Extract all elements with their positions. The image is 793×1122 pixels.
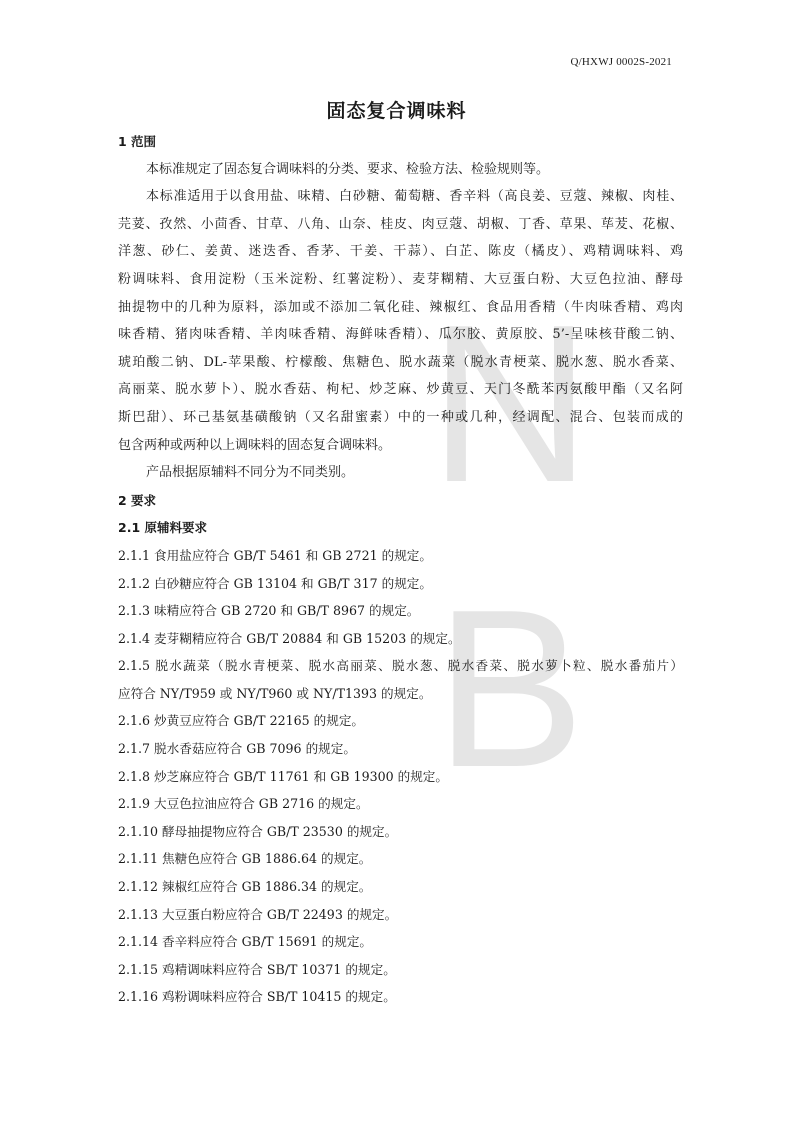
paragraph-line: 抽提物中的几种为原料，添加或不添加二氧化硅、辣椒红、食品用香精（牛肉味香精、鸡肉 bbox=[118, 299, 683, 315]
requirement-item: 2.1.9 大豆色拉油应符合 GB 2716 的规定。 bbox=[118, 796, 369, 812]
requirement-item: 2.1.16 鸡粉调味料应符合 SB/T 10415 的规定。 bbox=[118, 989, 396, 1005]
section-heading-scope: 1 范围 bbox=[118, 134, 157, 149]
requirement-item: 2.1.2 白砂糖应符合 GB 13104 和 GB/T 317 的规定。 bbox=[118, 575, 432, 591]
requirement-item: 2.1.1 食用盐应符合 GB/T 5461 和 GB 2721 的规定。 bbox=[118, 547, 432, 563]
paragraph-line: 洋葱、砂仁、姜黄、迷迭香、香茅、干姜、干蒜）、白芷、陈皮（橘皮）、鸡精调味料、鸡 bbox=[118, 244, 683, 260]
paragraph-line: 斯巴甜）、环己基氨基磺酸钠（又名甜蜜素）中的一种或几种，经调配、混合、包装而成的 bbox=[118, 409, 683, 425]
requirement-item: 2.1.15 鸡精调味料应符合 SB/T 10371 的规定。 bbox=[118, 961, 396, 977]
requirement-item: 2.1.12 辣椒红应符合 GB 1886.34 的规定。 bbox=[118, 879, 372, 895]
paragraph-line: 高丽菜、脱水萝卜）、脱水香菇、枸杞、炒芝麻、炒黄豆、天门冬酰苯丙氨酸甲酯（又名阿 bbox=[118, 382, 683, 398]
paragraph-line: 本标准适用于以食用盐、味精、白砂糖、葡萄糖、香辛料（高良姜、豆蔻、辣椒、肉桂、 bbox=[146, 189, 683, 205]
requirement-item: 2.1.7 脱水香菇应符合 GB 7096 的规定。 bbox=[118, 741, 356, 757]
paragraph-line: 包含两种或两种以上调味料的固态复合调味料。 bbox=[118, 437, 392, 453]
subsection-heading-materials: 2.1 原辅料要求 bbox=[118, 520, 207, 536]
paragraph-line: 芫荽、孜然、小茴香、甘草、八角、山奈、桂皮、肉豆蔻、胡椒、丁香、草果、荜茇、花椒、 bbox=[118, 216, 683, 232]
requirement-item-continuation: 应符合 NY/T959 或 NY/T960 或 NY/T1393 的规定。 bbox=[118, 685, 432, 701]
requirement-item: 2.1.8 炒芝麻应符合 GB/T 11761 和 GB 19300 的规定。 bbox=[118, 768, 448, 784]
paragraph-line: 琥珀酸二钠、DL-苹果酸、柠檬酸、焦糖色、脱水蔬菜（脱水青梗菜、脱水葱、脱水香菜、 bbox=[118, 354, 683, 370]
requirement-item: 2.1.13 大豆蛋白粉应符合 GB/T 22493 的规定。 bbox=[118, 906, 398, 922]
watermark-letter-b: B bbox=[434, 562, 586, 814]
requirement-item: 2.1.3 味精应符合 GB 2720 和 GB/T 8967 的规定。 bbox=[118, 603, 420, 619]
requirement-item: 2.1.6 炒黄豆应符合 GB/T 22165 的规定。 bbox=[118, 713, 365, 729]
paragraph-line: 味香精、猪肉味香精、羊肉味香精、海鲜味香精）、瓜尔胶、黄原胶、5’-呈味核苷酸二钠、 bbox=[118, 327, 683, 343]
paragraph-scope-intro: 本标准规定了固态复合调味料的分类、要求、检验方法、检验规则等。 bbox=[146, 161, 550, 177]
requirement-item: 2.1.10 酵母抽提物应符合 GB/T 23530 的规定。 bbox=[118, 823, 398, 839]
requirement-item: 2.1.4 麦芽糊精应符合 GB/T 20884 和 GB 15203 的规定。 bbox=[118, 630, 461, 646]
requirement-item: 2.1.14 香辛料应符合 GB/T 15691 的规定。 bbox=[118, 934, 373, 950]
document-title: 固态复合调味料 bbox=[326, 100, 467, 122]
section-heading-requirements: 2 要求 bbox=[118, 492, 157, 508]
requirement-item: 2.1.5 脱水蔬菜（脱水青梗菜、脱水高丽菜、脱水葱、脱水香菜、脱水萝卜粒、脱水番茄片） bbox=[118, 658, 683, 674]
paragraph-line: 粉调味料、食用淀粉（玉米淀粉、红薯淀粉）、麦芽糊精、大豆蛋白粉、大豆色拉油、酵母 bbox=[118, 271, 683, 287]
paragraph-categories: 产品根据原辅料不同分为不同类别。 bbox=[146, 465, 355, 481]
document-id: Q/HXWJ 0002S-2021 bbox=[570, 56, 672, 68]
watermark-letter-n: N bbox=[428, 277, 592, 529]
requirement-item: 2.1.11 焦糖色应符合 GB 1886.64 的规定。 bbox=[118, 851, 372, 867]
document-body bbox=[118, 128, 683, 1011]
